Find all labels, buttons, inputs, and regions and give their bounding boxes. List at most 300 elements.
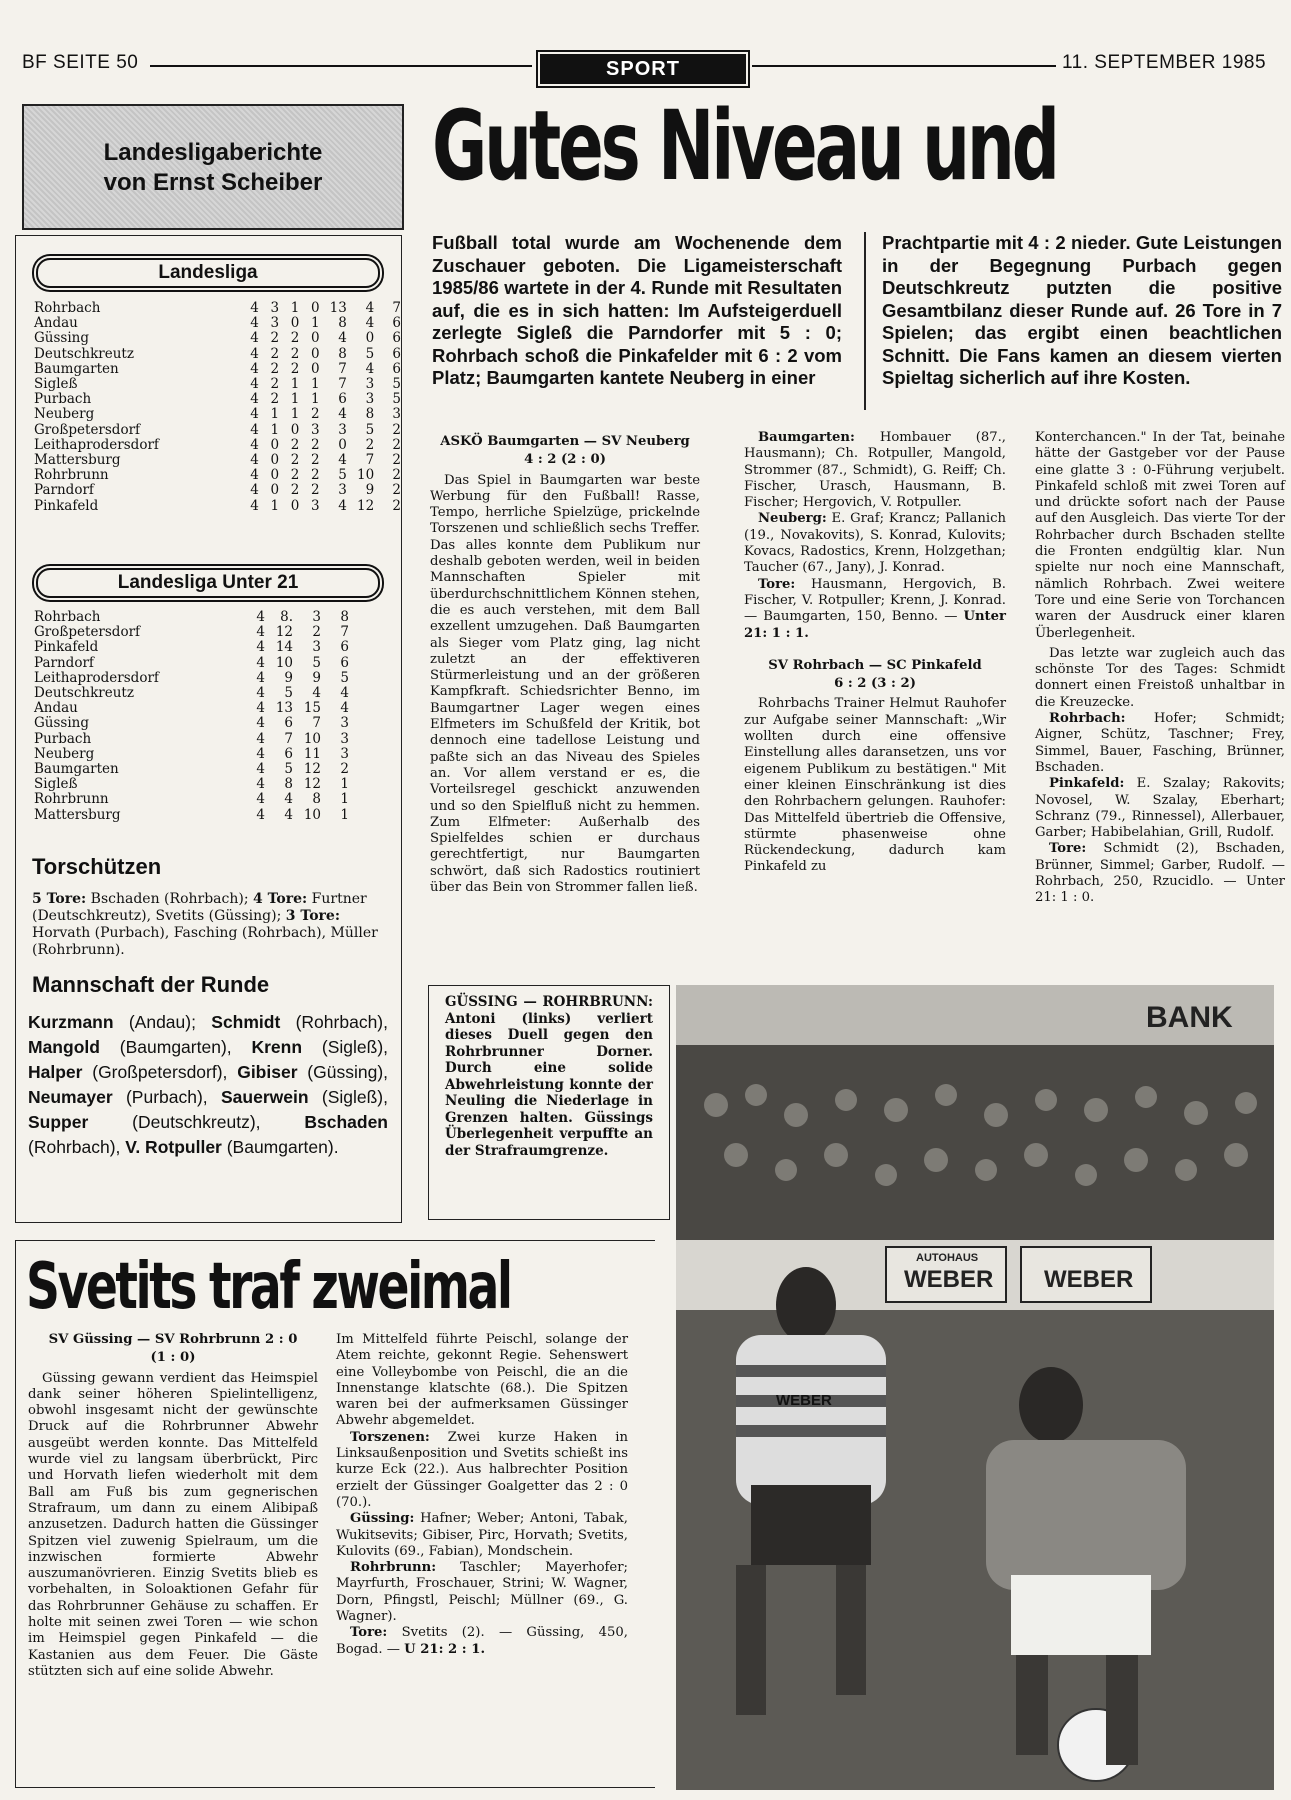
table-cell: 2 (340, 761, 349, 778)
table-cell: 4 (250, 315, 259, 332)
table-cell: 4 (256, 745, 265, 762)
table-cell: 2 (290, 452, 300, 469)
table-cell: 2 (392, 467, 401, 484)
table-cell: 4 (365, 300, 375, 316)
table-cell: 2 (392, 421, 401, 438)
header-rule-right (752, 65, 1056, 67)
stats-box (15, 235, 402, 1223)
table-cell: 1 (340, 776, 349, 793)
table-cell: 10 (275, 654, 293, 671)
second-article-column-2 (336, 1332, 628, 1658)
table-cell: 0 (270, 482, 280, 499)
table-cell: 2 (270, 330, 280, 347)
table-cell: 5 (365, 345, 375, 362)
table-cell: 2 (310, 406, 320, 423)
team-name: Pinkafeld (34, 497, 99, 514)
table-cell: 2 (290, 345, 300, 362)
table-cell: 1 (270, 421, 280, 438)
lineup-baumgarten: Hombauer (87., Hausmann); Ch. Rotpuller, Mangold, Strommer (87., Schmidt), G. Reiff; Ch. Fischer, Urasch, Hausmann, B. Fischer; Hergovich, V. Rotpuller. (744, 430, 1006, 511)
table-row (34, 499, 401, 514)
table-row (34, 362, 401, 377)
match1-title: ASKÖ Baumgarten — SV Neuberg (440, 434, 690, 449)
table-cell: 12 (303, 761, 321, 778)
player-name: Schmidt (211, 1012, 281, 1032)
team-name: Andau (34, 315, 78, 332)
table-row (34, 762, 349, 777)
table-cell: 7 (284, 730, 293, 747)
torschuetzen-value-5: Bschaden (Rohrbach); (86, 891, 253, 907)
table-cell: 3 (312, 609, 321, 625)
table-cell: 3 (312, 639, 321, 656)
lineup-label-guessing: Güssing: (350, 1511, 415, 1527)
table-cell: 9 (312, 669, 321, 686)
player-name: Mangold (28, 1037, 100, 1057)
torschuetzen-label-3: 3 Tore: (285, 908, 340, 924)
player-name: Krenn (251, 1037, 303, 1057)
match-photo (676, 985, 1274, 1790)
table-cell: 2 (290, 467, 300, 484)
goals-label-match2: Tore: (1049, 841, 1087, 857)
team-name: Großpetersdorf (34, 624, 141, 641)
table-row (34, 610, 349, 625)
table-cell: 4 (256, 685, 265, 702)
table-cell: 12 (356, 497, 375, 514)
table-cell: 3 (310, 497, 320, 514)
team-name: Leithaprodersdorf (34, 436, 159, 453)
table-cell: 4 (250, 436, 259, 453)
reporter-line-1: Landesligaberichte (103, 139, 323, 166)
table-cell: 5 (284, 685, 293, 702)
table-cell: 3 (340, 745, 349, 762)
table-cell: 4 (340, 685, 349, 702)
team-name: Parndorf (34, 654, 94, 671)
reporter-box (22, 104, 404, 230)
table-cell: 5 (284, 761, 293, 778)
table-row (34, 640, 349, 655)
table-cell: 2 (392, 482, 401, 499)
table-cell: 4 (256, 791, 265, 808)
table-cell: 2 (290, 360, 300, 377)
table-cell: 12 (275, 624, 293, 641)
second-headline: Svetits traf zweimal (26, 1250, 511, 1324)
table-row (34, 407, 401, 422)
table-cell: 7 (338, 360, 347, 377)
table-cell: 4 (284, 791, 293, 808)
player-name: Bschaden (304, 1112, 388, 1132)
header-rule-left (150, 65, 532, 67)
table-cell: 7 (338, 376, 347, 393)
player-name: Halper (28, 1062, 83, 1082)
team-name: Deutschkreutz (34, 685, 134, 702)
table-cell: 5 (365, 421, 375, 438)
table-row (34, 483, 401, 498)
table-row (34, 316, 401, 331)
table-row (34, 656, 349, 671)
table-cell: 1 (340, 791, 349, 808)
table-cell: 4 (250, 452, 259, 469)
landesliga-title: Landesliga (36, 258, 380, 288)
lineup-label-rohrbach: Rohrbach: (1049, 711, 1126, 727)
table-cell: 8 (340, 609, 349, 625)
table-cell: 6 (284, 715, 293, 732)
table-row (34, 732, 349, 747)
table-cell: 6 (392, 315, 401, 332)
table-cell: 0 (310, 345, 320, 362)
table-cell: 0 (310, 300, 320, 316)
torschuetzen-text (32, 891, 388, 959)
team-name: Neuberg (34, 406, 95, 423)
goals-label-match1: Tore: (758, 576, 796, 592)
match1-lineups-column (744, 430, 1006, 876)
lineup-neuberg: E. Graf; Krancz; Pallanich (19., Novakovits), S. Konrad, Kulovits; Kovacs, Radostics, Krenn, Holzgethan; Taucher (67., Jany), J. Konrad. (744, 511, 1006, 576)
table-cell: 0 (365, 330, 375, 347)
torschuetzen-title: Torschützen (32, 854, 162, 879)
lead-left: Fußball total wurde am Wochenende dem Zuschauer geboten. Die Ligameisterschaft 1985/86 wartete in der 4. Runde mit Resultaten auf, die es in sich hatten: Im Aufsteigerduell zerlegte Sigleß die Parndorfer mit 5 : 0; Rohrbach schoß die Pinkafelder mit 6 : 2 vom Platz; Baumgarten kantete Neuberg in einer (432, 232, 842, 388)
table-cell: 3 (365, 376, 375, 393)
table-cell: 4 (250, 406, 259, 423)
player-club: (Rohrbach), (280, 1012, 388, 1032)
second-article-text-2: Im Mittelfeld führte Peischl, solange der Atem reichte, gekonnt Regie. Sehenswert eine Volleybombe von Peischl, die an die Innenstange klatschte (68.). Die Spitzen waren bei der aufmerksamen Güssinger Abwehr abgemeldet. (336, 1332, 628, 1429)
table-row (34, 468, 401, 483)
match2-text: Rohrbachs Trainer Helmut Rauhofer zur Aufgabe seiner Mannschaft: „Wir wollten durch eine offensive Einstellung alles daransetzen, uns vor eigenem Publikum zu bestätigen." Mit einer kleinen Einschränkung ist dies den Rohrbachern gelungen. Rauhofer: Das Mittelfeld übertrieb die Offensive, stürmte phasenweise ohne Rückendeckung, dadurch kam Pinkafeld zu (744, 696, 1006, 875)
player-club: (Andau); (113, 1012, 212, 1032)
table-cell: 0 (338, 436, 347, 453)
player-club: (Purbach), (112, 1087, 221, 1107)
table-cell: 4 (250, 497, 259, 514)
table-cell: 1 (310, 391, 320, 408)
table-row (34, 625, 349, 640)
table-cell: 4 (256, 761, 265, 778)
table-cell: 5 (312, 654, 321, 671)
table-cell: 4 (338, 406, 347, 423)
table-row (34, 808, 349, 823)
table-cell: 6 (392, 360, 401, 377)
table-cell: 4 (365, 360, 375, 377)
table-row (34, 423, 401, 438)
table-cell: 0 (310, 330, 320, 347)
table-cell: 2 (270, 391, 280, 408)
team-name: Rohrbrunn (34, 467, 109, 484)
table-cell: 7 (392, 300, 401, 316)
table-cell: 4 (256, 806, 265, 823)
table-cell: 10 (356, 467, 375, 484)
table-cell: 5 (392, 376, 401, 393)
table-cell: 4 (338, 497, 347, 514)
table-cell: 4 (338, 452, 347, 469)
table-cell: 1 (310, 315, 320, 332)
u21-result-match1: Unter 21: 1 : 1. (744, 609, 1006, 641)
table-row (34, 301, 401, 316)
table-row (34, 671, 349, 686)
table-cell: 4 (250, 391, 259, 408)
player-name: V. Rotpuller (125, 1137, 222, 1157)
table-cell: 2 (312, 624, 321, 641)
team-name: Sigleß (34, 776, 78, 793)
second-match-title: SV Güssing — SV Rohrbrunn 2 : 0 (48, 1332, 298, 1347)
table-cell: 1 (310, 376, 320, 393)
table-cell: 1 (340, 806, 349, 823)
team-name: Rohrbach (34, 300, 101, 316)
player-club: (Baumgarten). (221, 1137, 339, 1157)
photo-caption (428, 985, 670, 1220)
table-cell: 4 (256, 776, 265, 793)
torszenen-text: Zwei kurze Haken in Linksaußenposition und Svetits schießt ins kurze Eck (22.). Aus halbrechter Position erzielt der Güssinger Goalgetter das 2 : 0 (70.). (336, 1429, 628, 1510)
main-headline: Gutes Niveau und (432, 90, 1057, 202)
table-cell: 3 (365, 391, 375, 408)
table-cell: 7 (340, 624, 349, 641)
team-name: Deutschkreutz (34, 345, 134, 362)
banner-weber-2: WEBER (1044, 1266, 1134, 1293)
table-cell: 1 (290, 300, 300, 316)
match1-score: 4 : 2 (2 : 0) (524, 452, 606, 468)
table-cell: 3 (270, 315, 280, 332)
table-row (34, 377, 401, 392)
table-cell: 0 (290, 421, 300, 438)
table-cell: 4 (250, 467, 259, 484)
lineup-guessing: Hafner; Weber; Antoni, Tabak, Wukitsevits; Gibiser, Pirc, Horvath; Svetits, Kulovits (69., Fabian), Mondschein. (336, 1511, 628, 1559)
team-name: Rohrbach (34, 609, 101, 625)
table-cell: 5 (338, 467, 347, 484)
team-name: Purbach (34, 730, 92, 747)
lineup-label-neuberg: Neuberg: (758, 511, 827, 527)
table-cell: 1 (290, 391, 300, 408)
goals-label-second: Tore: (350, 1625, 388, 1641)
table-cell: 8 (338, 315, 347, 332)
table-cell: 0 (290, 315, 300, 332)
banner-autohaus: AUTOHAUS (916, 1252, 979, 1264)
table-cell: 2 (365, 436, 375, 453)
table-cell: 5 (340, 669, 349, 686)
lead-right: Prachtpartie mit 4 : 2 nieder. Gute Leistungen in der Begegnung Purbach gegen Deutschkreutz putzten die positive Gesamtbilanz dieser Runde auf. 26 Tore in 7 Spielen; das ergibt einen beachtlichen Schnitt. Die Fans kamen an diesem vierten Spieltag sicherlich auf ihre Kosten. (882, 232, 1282, 388)
shirt-sponsor: WEBER (776, 1392, 832, 1409)
team-name: Mattersburg (34, 806, 121, 823)
table-cell: 6 (392, 345, 401, 362)
team-name: Rohrbrunn (34, 791, 109, 808)
table-cell: 4 (250, 376, 259, 393)
goals-match1: Hausmann, Hergovich, B. Fischer, V. Rotpuller; Krenn, J. Konrad. — Baumgarten, 150, Benno. — (744, 576, 1006, 625)
u21-result-second: U 21: 2 : 1. (404, 1641, 486, 1657)
table-cell: 2 (310, 482, 320, 499)
u21-table (34, 610, 349, 823)
table-cell: 4 (256, 624, 265, 641)
player-club: (Baumgarten), (99, 1037, 252, 1057)
table-cell: 6 (340, 639, 349, 656)
player-club: (Sigleß), (308, 1087, 388, 1107)
table-cell: 4 (250, 360, 259, 377)
table-cell: 8 (312, 791, 321, 808)
table-row (34, 331, 401, 346)
table-cell: 3 (270, 300, 280, 316)
player-name: Supper (28, 1112, 89, 1132)
table-cell: 4 (256, 609, 265, 625)
player-club: (Sigleß), (302, 1037, 389, 1057)
u21-title: Landesliga Unter 21 (36, 568, 380, 598)
player-name: Neumayer (28, 1087, 113, 1107)
table-cell: 3 (338, 482, 347, 499)
caption-text: Antoni (links) verliert dieses Duell gegen den Rohrbrunner Dorner. Durch eine solide Abwehrleistung konnte der Neuling die Niederlage in Grenzen halten. Güssings Überlegenheit verpuffte an der Strafraumgrenze. (445, 1010, 653, 1159)
table-cell: 5 (392, 391, 401, 408)
table-row (34, 392, 401, 407)
page-number: BF SEITE 50 (22, 52, 139, 73)
match1-text: Das Spiel in Baumgarten war beste Werbung für den Fußball! Rasse, Tempo, herrliche Spielzüge, prickelnde Torszenen und schließlich sechs Treffer. Das alles konnte dem Publikum nur deshalb geboten werden, weil in beiden Mannschaften Spieler mit überdurchschnittlichem Können stehen, die es auch verstehen, mit dem Ball exzellent umzugehen. Daß Baumgarten als Sieger vom Platz ging, lag nicht zuletzt an der effektiveren Stürmerleistung und an der größeren Kampfkraft. Schiedsrichter Benno, im Baumgartner Lager wegen eines Elfmeters im Schußfeld der Kritik, bot dennoch eine tadellose Leistung und paßte sich an das Niveau des Spieles an. Vor allem verstand er es, die Vorteilsregel geschickt anzuwenden und so den Spielfluß nicht zu hemmen. Zum Elfmeter: Außerhalb des Spielfeldes schien er durchaus gerechtfertigt, nur Baumgarten schwört, daß sich Radostics routiniert über das Bein von Strommer fallen ließ. (430, 472, 700, 896)
table-cell: 0 (310, 360, 320, 377)
player-name: Gibiser (237, 1062, 298, 1082)
goals-second: Svetits (2). — Güssing, 450, Bogad. — (336, 1625, 628, 1657)
table-cell: 4 (250, 482, 259, 499)
section-label: SPORT (540, 54, 746, 84)
second-match-score: (1 : 0) (150, 1350, 196, 1366)
torszenen-label: Torszenen: (350, 1429, 430, 1445)
match2-title: SV Rohrbach — SC Pinkafeld (768, 657, 982, 673)
table-cell: 0 (270, 436, 280, 453)
table-cell: 13 (329, 300, 347, 316)
table-cell: 8 (365, 406, 375, 423)
table-cell: 12 (303, 776, 321, 793)
table-cell: 6 (392, 330, 401, 347)
table-cell: 3 (340, 715, 349, 732)
torschuetzen-value-3: Horvath (Purbach), Fasching (Rohrbach), Müller (Rohrbrunn). (32, 925, 378, 958)
table-row (34, 792, 349, 807)
player-club: (Deutschkreutz), (88, 1112, 305, 1132)
table-cell: 4 (312, 685, 321, 702)
table-cell: 4 (250, 300, 259, 316)
table-cell: 8. (280, 609, 293, 625)
table-cell: 2 (310, 467, 320, 484)
table-cell: 4 (340, 700, 349, 717)
table-cell: 3 (338, 421, 347, 438)
table-cell: 8 (284, 776, 293, 793)
second-article-column-1 (28, 1332, 318, 1680)
lineup-pinkafeld: E. Szalay; Rakovits; Novosel, W. Szalay, Eberhart; Schranz (79., Rinnessel), Allerbauer, Garber; Habibelahian, Grill, Rudolf. (1035, 776, 1285, 841)
lineup-rohrbach: Hofer; Schmidt; Aigner, Schütz, Taschner; Frey, Simmel, Bauer, Fasching, Brünner, Bschaden. (1035, 711, 1285, 775)
lineup-label-pinkafeld: Pinkafeld: (1049, 776, 1125, 792)
table-row (34, 701, 349, 716)
team-name: Purbach (34, 391, 92, 408)
table-cell: 4 (256, 700, 265, 717)
player-club: (Rohrbach), (28, 1137, 126, 1157)
table-cell: 2 (310, 436, 320, 453)
team-name: Pinkafeld (34, 639, 99, 656)
player-club: (Großpetersdorf), (82, 1062, 238, 1082)
landesliga-table (34, 301, 401, 514)
table-cell: 4 (250, 421, 259, 438)
table-row (34, 747, 349, 762)
table-cell: 2 (270, 360, 280, 377)
table-cell: 4 (256, 730, 265, 747)
table-row (34, 453, 401, 468)
lineup-label-rohrbrunn: Rohrbrunn: (350, 1560, 437, 1576)
torschuetzen-value-4: Furtner (Deutschkreutz), Svetits (Güssing); (32, 891, 367, 924)
table-cell: 11 (303, 745, 321, 762)
table-cell: 9 (365, 482, 375, 499)
team-name: Parndorf (34, 482, 94, 499)
table-row (34, 777, 349, 792)
table-cell: 4 (365, 315, 375, 332)
table-cell: 1 (290, 376, 300, 393)
table-cell: 4 (250, 330, 259, 347)
table-cell: 10 (303, 806, 321, 823)
torschuetzen-label-5: 5 Tore: (32, 891, 87, 907)
mannschaft-text (28, 1010, 388, 1160)
table-cell: 6 (284, 745, 293, 762)
player-name: Sauerwein (221, 1087, 309, 1107)
mannschaft-title: Mannschaft der Runde (32, 972, 270, 997)
table-cell: 2 (392, 497, 401, 514)
torschuetzen-label-4: 4 Tore: (253, 891, 308, 907)
player-club: (Güssing), (297, 1062, 389, 1082)
table-cell: 1 (270, 497, 280, 514)
table-cell: 13 (275, 700, 293, 717)
table-cell: 4 (250, 345, 259, 362)
lineup-rohrbrunn: Taschler; Mayerhofer; Mayrfurth, Froschauer, Strini; W. Wagner, Dorn, Pfingstl, Peischl; Müllner (69., G. Wagner). (336, 1560, 628, 1625)
table-cell: 2 (392, 452, 401, 469)
table-cell: 7 (365, 452, 375, 469)
table-cell: 2 (392, 436, 401, 453)
player-name: Kurzmann (28, 1012, 114, 1032)
table-cell: 3 (340, 730, 349, 747)
table-cell: 4 (256, 654, 265, 671)
table-row (34, 347, 401, 362)
team-name: Baumgarten (34, 360, 119, 377)
second-article-text: Güssing gewann verdient das Heimspiel dank seiner höheren Spielintelligenz, obwohl insgesamt nicht der gewünschte Druck auf die Rohrbrunner Abwehr ausgeübt werden konnte. Das Mittelfeld wurde viel zu langsam überbrückt, Pirc und Horvath liefen wiederholt mit dem Ball am Fuß bis zum gegnerischen Strafraum, um dann zu einem Alibipaß anzusetzen. Dadurch hatten die Güssinger Spitzen viel zuwenig Spielraum, um die inzwischen formierte Abwehr auszumanövrieren. Einzig Svetits blieb es vorbehalten, in Soloaktionen Gefahr für das Rohrbrunner Gehäuse zu schaffen. Er holte mit seinen zwei Toren — wie schon im Heimspiel gegen Pinkafeld — die Kastanien aus dem Feuer. Die Gäste stützten sich auf eine solide Abwehr. (28, 1370, 318, 1679)
table-cell: 0 (270, 467, 280, 484)
table-cell: 15 (303, 700, 321, 717)
table-cell: 4 (256, 715, 265, 732)
table-cell: 3 (392, 406, 401, 423)
match2-text-cont: Konterchancen." In der Tat, beinahe hätte der Gastgeber vor der Pause eine glatte 3 : 0-Führung verjubelt. Pinkafeld schloß mit zwei Toren auf und drückte sofort nach der Pause auf den Ausgleich. Das vierte Tor der Rohrbacher durch Bschaden stellte die Fronten endgültig klar. Nun spielte nur noch eine Mannschaft, nämlich Rohrbach. Zwei weitere Tore und eine Serie von Torchancen waren der Ausdruck einer klaren Überlegenheit. (1035, 430, 1285, 641)
caption-head: GÜSSING — ROHRBRUNN: (445, 994, 653, 1010)
team-name: Andau (34, 700, 78, 717)
table-cell: 0 (290, 497, 300, 514)
match2-column (1035, 430, 1285, 907)
table-cell: 8 (338, 345, 347, 362)
table-cell: 3 (310, 421, 320, 438)
table-row (34, 438, 401, 453)
table-row (34, 686, 349, 701)
team-name: Güssing (34, 330, 89, 347)
banner-bank: BANK (1146, 1001, 1233, 1034)
table-cell: 4 (284, 806, 293, 823)
table-cell: 2 (290, 482, 300, 499)
table-cell: 2 (310, 452, 320, 469)
lineup-label-baumgarten: Baumgarten: (758, 430, 855, 445)
table-cell: 2 (270, 345, 280, 362)
team-name: Leithaprodersdorf (34, 669, 159, 686)
team-name: Mattersburg (34, 452, 121, 469)
match2-text-2: Das letzte war zugleich auch das schönste Tor des Tages: Schmidt donnert einen Freistoß unhaltbar in die Kreuzecke. (1035, 645, 1285, 710)
table-cell: 14 (275, 639, 293, 656)
goals-match2: Schmidt (2), Bschaden, Brünner, Simmel; Garber, Rudolf. — Rohrbach, 250, Rzucidlo. — Unter 21: 1 : 0. (1035, 841, 1285, 906)
table-cell: 2 (290, 436, 300, 453)
table-row (34, 716, 349, 731)
table-cell: 4 (256, 639, 265, 656)
table-cell: 10 (303, 730, 321, 747)
photo-illustration (676, 985, 1274, 1790)
team-name: Neuberg (34, 745, 95, 762)
table-cell: 6 (340, 654, 349, 671)
table-cell: 9 (284, 669, 293, 686)
team-name: Güssing (34, 715, 89, 732)
table-cell: 2 (290, 330, 300, 347)
table-cell: 4 (256, 669, 265, 686)
team-name: Baumgarten (34, 761, 119, 778)
table-cell: 1 (290, 406, 300, 423)
lead-separator (864, 232, 866, 410)
team-name: Großpetersdorf (34, 421, 141, 438)
team-name: Sigleß (34, 376, 78, 393)
table-cell: 2 (270, 376, 280, 393)
banner-weber-1: WEBER (904, 1266, 994, 1293)
